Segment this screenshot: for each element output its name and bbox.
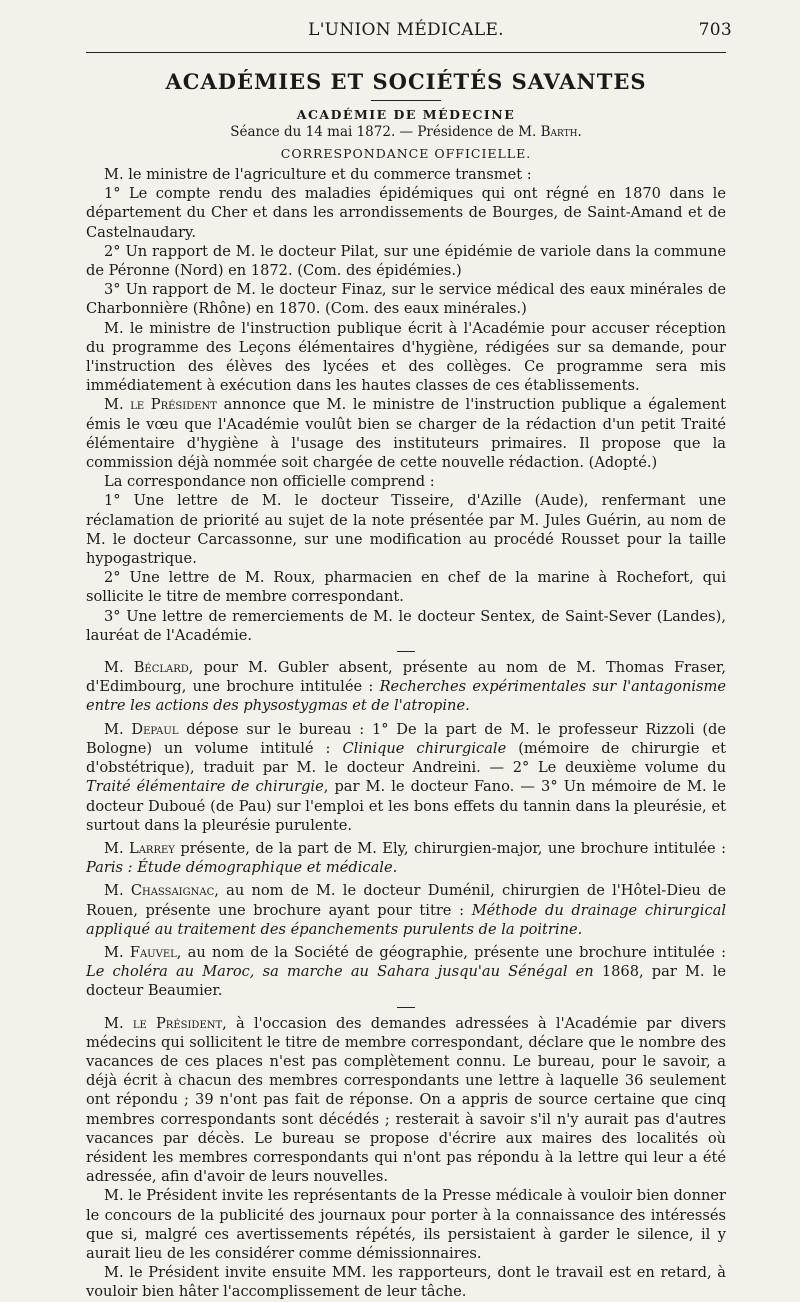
paragraph-1: M. le ministre de l'agriculture et du commerce transmet : [104, 166, 532, 183]
speaker-name: M. Fauvel [104, 943, 177, 961]
speaker-name: M. Larrey [104, 839, 175, 857]
seance-line [86, 124, 726, 140]
running-head [86, 18, 732, 42]
paragraph-11-text: , pour M. Gubler absent, présente au nom de M. Thomas Fraser, d'Edimbourg, une brochure intitulée : [86, 659, 726, 696]
paragraph-15-text-a: , au nom de la Société de géographie, présente une brochure intitulée : [176, 943, 726, 961]
paragraph-12-text-c: , par M. le docteur Fano. — 3° Un mémoire de M. le docteur Duboué (de Pau) sur l'emploi et les bons effets du tannin dans la pleurésie, et surtout dans la pleurésie purulente. [86, 778, 726, 834]
seance-president: Barth. [540, 124, 582, 140]
paragraph-4: 3° Un rapport de M. le docteur Finaz, sur le service médical des eaux minérales de Charbonnière (Rhône) en 1870. (Com. des eaux minérales.) [86, 281, 726, 318]
paragraph-6 [86, 395, 726, 472]
paragraph-9: 2° Une lettre de M. Roux, pharmacien en chef de la marine à Rochefort, qui sollicite le titre de membre correspondant. [86, 569, 726, 606]
section-separator [397, 1007, 415, 1008]
paragraph-14-text: , au nom de M. le docteur Duménil, chirurgien de l'Hôtel-Dieu de Rouen, présente une brochure ayant pour titre : [86, 882, 726, 919]
running-title: L'UNION MÉDICALE. [308, 20, 504, 40]
speaker-name: M. Chassaignac [104, 882, 215, 900]
paragraph-17: M. le Président invite les représentants de la Presse médicale à vouloir bien donner le concours de la publicité des journaux pour porter à la connaissance des intéressés que si, malgré ces avertissements répétés, ils persistaient à garder le silence, il y aurait lieu de les considérer comme démissionnaires. [86, 1187, 726, 1262]
speaker-name: M. le Président [104, 396, 217, 414]
paragraph-13 [86, 839, 726, 877]
paragraph-7: La correspondance non officielle comprend : [104, 473, 435, 491]
seance-text: Séance du 14 mai 1872. — Présidence de M. [230, 124, 541, 140]
paragraph-3: 2° Un rapport de M. le docteur Pilat, sur une épidémie de variole dans la commune de Péronne (Nord) en 1872. (Com. des épidémies.) [86, 242, 726, 280]
academy-heading: ACADÉMIE DE MÉDECINE [296, 107, 516, 122]
paragraph-14 [86, 881, 726, 939]
paragraph-6-text: annonce que M. le ministre de l'instruction publique a également émis le vœu que l'Académie voulût bien se charger de la rédaction d'un petit Traité élémentaire d'hygiène à l'usage des instituteurs primaires. Il propose que la commission déjà nommée soit chargée de cette nouvelle rédaction. (Adopté.) [86, 396, 726, 472]
page-number: 703 [698, 20, 732, 40]
section-separator [397, 651, 415, 652]
paragraph-5: M. le ministre de l'instruction publique écrit à l'Académie pour accuser réception du programme des Leçons élémentaires d'hygiène, rédigées sur sa demande, pour l'instruction des élèves des lycées et des collèges. Ce programme sera mis immédiatement à exécution dans les hautes classes de ces établissements. [86, 319, 726, 395]
paragraph-15-title: Le choléra au Maroc, sa marche au Sahara jusqu'au Sénégal en [86, 963, 594, 981]
paragraph-12-title-1: Clinique chirurgicale [342, 739, 507, 757]
title-rule [371, 100, 441, 101]
paragraph-11 [86, 658, 726, 716]
paragraph-12-title-2: Traité élémentaire de chirurgie [86, 778, 324, 796]
section-title: ACADÉMIES ET SOCIÉTÉS SAVANTES [165, 69, 647, 94]
paragraph-12 [86, 720, 726, 835]
speaker-name: M. Depaul [104, 720, 179, 738]
paragraph-10: 3° Une lettre de remerciements de M. le docteur Sentex, de Saint-Sever (Landes), lauréat de l'Académie. [86, 607, 726, 644]
paragraph-18: M. le Président invite ensuite MM. les rapporteurs, dont le travail est en retard, à vouloir bien hâter l'accomplissement de leur tâche. [86, 1264, 726, 1301]
paragraph-2: 1° Le compte rendu des maladies épidémiques qui ont régné en 1870 dans le département du Cher et dans les arrondissements de Bourges, de Saint-Amand et de Castelnaudary. [86, 185, 726, 241]
paragraph-16-text: , à l'occasion des demandes adressées à l'Académie par divers médecins qui sollicitent le titre de membre correspondant, déclare que le nombre des vacances de ces places n'est pas complètement connu. Le bureau, pour le savoir, a déjà écrit à chacun des membres correspondants une lettre à laquelle 36 seulement ont répondu ; 39 n'ont pas fait de réponse. On a appris de source certaine que cinq membres correspondants sont décédés ; resterait à savoir s'il n'y aurait pas d'autres vacances par décès. Le bureau se propose d'écrire aux maires des localités où résident les membres correspondants qui n'ont pas répondu à la lettre qui leur a été adressée, afin d'avoir de leurs nouvelles. [86, 1014, 726, 1186]
paragraph-13-text: présente, de la part de M. Ely, chirurgien-major, une brochure intitulée : [174, 839, 726, 857]
header-rule [86, 52, 726, 53]
paragraph-12-text-a: dépose sur le bureau : 1° De la part de M. le professeur Rizzoli (de Bologne) un volume intitulé : [86, 720, 726, 757]
paragraph-15 [86, 943, 726, 1001]
speaker-name: M. Béclard [104, 659, 189, 677]
paragraph-16 [86, 1014, 726, 1187]
paragraph-15-text-b: 1868, par M. le docteur Beaumier. [86, 963, 727, 1000]
paragraph-13-title: Paris : Étude démographique et médicale. [86, 859, 398, 877]
paragraph-11-title: Recherches expérimentales sur l'antagonisme entre les actions des physostygmas et de l'atropine. [86, 678, 726, 715]
article-body [86, 165, 726, 1302]
paragraph-8: 1° Une lettre de M. le docteur Tisseire, d'Azille (Aude), renfermant une réclamation de priorité au sujet de la note présentée par M. Jules Guérin, au nom de M. le docteur Carcassonne, sur une modification au procédé Rousset pour la taille hypogastrique. [86, 492, 726, 568]
paragraph-12-text-b: (mémoire de chirurgie et d'obstétrique), traduit par M. le docteur Andreini. — 2° Le deuxième volume du [86, 739, 726, 777]
speaker-name: M. le Président [104, 1014, 223, 1032]
correspondence-heading: CORRESPONDANCE OFFICIELLE. [280, 146, 532, 161]
paragraph-14-title: Méthode du drainage chirurgical appliqué au traitement des épanchements purulents de la poitrine. [86, 901, 726, 938]
